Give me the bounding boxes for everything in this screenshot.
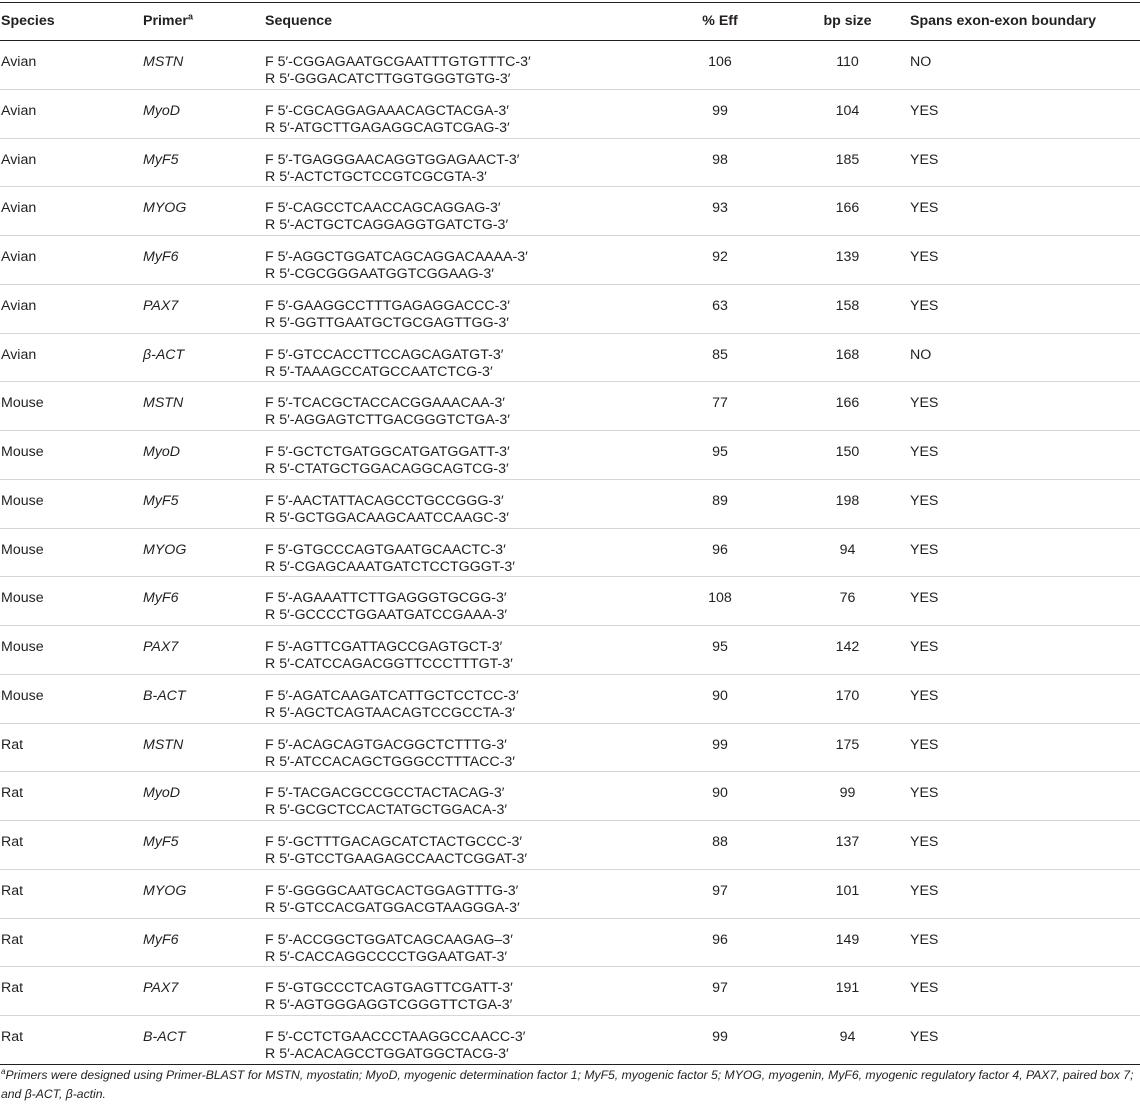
cell-spans-exon-boundary: YES [910, 869, 1140, 918]
table-row [0, 89, 1140, 138]
reverse-primer: R 5′-GCGCTCCACTATGCTGGACA-3′ [265, 802, 508, 819]
cell-bp-size: 142 [785, 626, 910, 675]
cell-sequence [265, 479, 655, 528]
table-footnote [1, 1066, 1137, 1104]
reverse-primer: R 5′-ACTCTGCTCCGTCGCGTA-3′ [265, 168, 487, 185]
cell-primer: MyF6 [143, 236, 265, 285]
cell-species: Mouse [0, 431, 143, 480]
cell-sequence [265, 918, 655, 967]
cell-primer: MYOG [143, 528, 265, 577]
cell-primer: β-ACT [143, 333, 265, 382]
cell-efficiency: 98 [655, 138, 785, 187]
forward-primer: F 5′-ACAGCAGTGACGGCTCTTTG-3′ [265, 736, 507, 753]
reverse-primer: R 5′-GGGACATCTTGGTGGGTGTG-3′ [265, 71, 511, 87]
forward-primer: F 5′-ACCGGCTGGATCAGCAAGAG–3′ [265, 931, 513, 948]
cell-bp-size: 166 [785, 382, 910, 431]
cell-species: Avian [0, 41, 143, 90]
cell-spans-exon-boundary: YES [910, 967, 1140, 1016]
footnote-marker: a [187, 11, 193, 22]
cell-bp-size: 99 [785, 772, 910, 821]
reverse-primer: R 5′-ATCCACAGCTGGGCCTTTACC-3′ [265, 753, 515, 770]
cell-species: Rat [0, 772, 143, 821]
reverse-primer: R 5′-AGGAGTCTTGACGGGTCTGA-3′ [265, 412, 510, 429]
cell-sequence [265, 382, 655, 431]
cell-species: Rat [0, 967, 143, 1016]
cell-sequence [265, 236, 655, 285]
cell-efficiency: 99 [655, 723, 785, 772]
cell-species: Rat [0, 723, 143, 772]
table-row [0, 869, 1140, 918]
cell-primer: MYOG [143, 869, 265, 918]
reverse-primer: R 5′-GTCCACGATGGACGTAAGGGA-3′ [265, 899, 520, 916]
reverse-primer: R 5′-GCCCCTGGAATGATCCGAAA-3′ [265, 607, 508, 624]
cell-species: Avian [0, 333, 143, 382]
cell-sequence [265, 821, 655, 870]
table-row [0, 187, 1140, 236]
cell-species: Rat [0, 918, 143, 967]
cell-efficiency: 95 [655, 431, 785, 480]
cell-bp-size: 191 [785, 967, 910, 1016]
cell-efficiency: 97 [655, 967, 785, 1016]
cell-sequence [265, 41, 655, 90]
forward-primer: F 5′-TCACGCTACCACGGAAACAA-3′ [265, 395, 505, 412]
reverse-primer: R 5′-CACCAGGCCCCTGGAATGAT-3′ [265, 948, 508, 965]
cell-bp-size: 185 [785, 138, 910, 187]
cell-sequence [265, 967, 655, 1016]
cell-sequence [265, 528, 655, 577]
table-row [0, 138, 1140, 187]
cell-species: Mouse [0, 479, 143, 528]
forward-primer: F 5′-TGAGGGAACAGGTGGAGAACT-3′ [265, 151, 520, 168]
table-row [0, 236, 1140, 285]
cell-bp-size: 94 [785, 528, 910, 577]
primer-table [0, 2, 1140, 1065]
cell-primer: B-ACT [143, 674, 265, 723]
cell-efficiency: 108 [655, 577, 785, 626]
reverse-primer: R 5′-AGTGGGAGGTCGGGTTCTGA-3′ [265, 997, 513, 1014]
forward-primer: F 5′-TACGACGCCGCCTACTACAG-3′ [265, 785, 505, 802]
table-row [0, 431, 1140, 480]
table-row [0, 772, 1140, 821]
forward-primer: F 5′-GCTTTGACAGCATCTACTGCCC-3′ [265, 834, 523, 850]
forward-primer: F 5′-AACTATTACAGCCTGCCGGG-3′ [265, 492, 504, 509]
table-row [0, 528, 1140, 577]
cell-primer: MSTN [143, 41, 265, 90]
cell-primer: MSTN [143, 723, 265, 772]
cell-spans-exon-boundary: YES [910, 1016, 1140, 1065]
cell-species: Mouse [0, 577, 143, 626]
cell-bp-size: 149 [785, 918, 910, 967]
table-row [0, 967, 1140, 1016]
cell-bp-size: 168 [785, 333, 910, 382]
cell-efficiency: 85 [655, 333, 785, 382]
cell-efficiency: 92 [655, 236, 785, 285]
cell-bp-size: 175 [785, 723, 910, 772]
cell-spans-exon-boundary: YES [910, 772, 1140, 821]
cell-bp-size: 110 [785, 41, 910, 90]
forward-primer: F 5′-AGATCAAGATCATTGCTCCTCC-3′ [265, 687, 519, 704]
cell-spans-exon-boundary: YES [910, 674, 1140, 723]
footnote-marker: a [1, 1066, 6, 1076]
cell-bp-size: 101 [785, 869, 910, 918]
cell-spans-exon-boundary: YES [910, 479, 1140, 528]
cell-species: Mouse [0, 382, 143, 431]
table-row [0, 821, 1140, 870]
reverse-primer: R 5′-CGAGCAAATGATCTCCTGGGT-3′ [265, 558, 515, 575]
cell-spans-exon-boundary: YES [910, 187, 1140, 236]
table-row [0, 723, 1140, 772]
cell-bp-size: 76 [785, 577, 910, 626]
cell-bp-size: 150 [785, 431, 910, 480]
cell-sequence [265, 333, 655, 382]
table-row [0, 333, 1140, 382]
table-row [0, 674, 1140, 723]
cell-bp-size: 94 [785, 1016, 910, 1065]
header-spans-exon-boundary: Spans exon-exon boundary [910, 3, 1140, 41]
cell-bp-size: 158 [785, 284, 910, 333]
cell-sequence [265, 284, 655, 333]
cell-sequence [265, 1016, 655, 1065]
cell-sequence [265, 187, 655, 236]
cell-species: Avian [0, 138, 143, 187]
cell-efficiency: 93 [655, 187, 785, 236]
cell-spans-exon-boundary: YES [910, 89, 1140, 138]
cell-species: Rat [0, 869, 143, 918]
cell-species: Avian [0, 89, 143, 138]
reverse-primer: R 5′-GTCCTGAAGAGCCAACTCGGAT-3′ [265, 851, 528, 867]
forward-primer: F 5′-CAGCCTCAACCAGCAGGAG-3′ [265, 200, 501, 217]
cell-primer: MYOG [143, 187, 265, 236]
table-row [0, 284, 1140, 333]
cell-spans-exon-boundary: YES [910, 723, 1140, 772]
footnote-text: Primers were designed using Primer-BLAST for MSTN, myostatin; MyoD, myogenic determination factor 1; MyF5, myogenic factor 5; MYOG, myogenin, MyF6, myogenic regulatory factor 4, PAX7, paired box 7; and β-ACT, β-actin. [1, 1068, 1134, 1101]
cell-spans-exon-boundary: YES [910, 284, 1140, 333]
cell-spans-exon-boundary: NO [910, 41, 1140, 90]
forward-primer: F 5′-AGTTCGATTAGCCGAGTGCT-3′ [265, 639, 503, 655]
cell-primer: MyF5 [143, 138, 265, 187]
reverse-primer: R 5′-ACACAGCCTGGATGGCTACG-3′ [265, 1046, 509, 1062]
cell-species: Avian [0, 236, 143, 285]
forward-primer: F 5′-GAAGGCCTTTGAGAGGACCC-3′ [265, 297, 510, 314]
cell-efficiency: 96 [655, 528, 785, 577]
reverse-primer: R 5′-CGCGGGAATGGTCGGAAG-3′ [265, 266, 494, 282]
forward-primer: F 5′-GTCCACCTTCCAGCAGATGT-3′ [265, 346, 504, 363]
table-row [0, 577, 1140, 626]
forward-primer: F 5′-AGAAATTCTTGAGGGTGCGG-3′ [265, 590, 507, 607]
cell-spans-exon-boundary: YES [910, 528, 1140, 577]
cell-sequence [265, 869, 655, 918]
table-body [0, 41, 1140, 1065]
table-header [0, 3, 1140, 41]
cell-species: Avian [0, 284, 143, 333]
cell-primer: PAX7 [143, 284, 265, 333]
cell-species: Rat [0, 1016, 143, 1065]
cell-efficiency: 90 [655, 674, 785, 723]
cell-species: Rat [0, 821, 143, 870]
cell-sequence [265, 431, 655, 480]
cell-efficiency: 96 [655, 918, 785, 967]
reverse-primer: R 5′-AGCTCAGTAACAGTCCGCCTA-3′ [265, 704, 515, 721]
cell-sequence [265, 772, 655, 821]
cell-spans-exon-boundary: YES [910, 918, 1140, 967]
forward-primer: F 5′-GTGCCCAGTGAATGCAACTC-3′ [265, 541, 506, 558]
cell-bp-size: 104 [785, 89, 910, 138]
reverse-primer: R 5′-GCTGGACAAGCAATCCAAGC-3′ [265, 509, 509, 526]
cell-species: Mouse [0, 626, 143, 675]
header-species: Species [0, 3, 143, 41]
cell-bp-size: 166 [785, 187, 910, 236]
cell-efficiency: 97 [655, 869, 785, 918]
forward-primer: F 5′-GTGCCCTCAGTGAGTTCGATT-3′ [265, 980, 513, 997]
cell-species: Mouse [0, 528, 143, 577]
cell-spans-exon-boundary: NO [910, 333, 1140, 382]
cell-efficiency: 90 [655, 772, 785, 821]
forward-primer: F 5′-CGCAGGAGAAACAGCTACGA-3′ [265, 102, 509, 119]
header-row [0, 3, 1140, 41]
cell-efficiency: 95 [655, 626, 785, 675]
cell-spans-exon-boundary: YES [910, 382, 1140, 431]
cell-efficiency: 99 [655, 1016, 785, 1065]
cell-efficiency: 88 [655, 821, 785, 870]
cell-efficiency: 99 [655, 89, 785, 138]
cell-primer: MSTN [143, 382, 265, 431]
cell-primer: MyoD [143, 431, 265, 480]
cell-primer: MyF6 [143, 577, 265, 626]
cell-efficiency: 77 [655, 382, 785, 431]
header-efficiency: % Eff [655, 3, 785, 41]
cell-spans-exon-boundary: YES [910, 236, 1140, 285]
cell-sequence [265, 577, 655, 626]
forward-primer: F 5′-GGGGCAATGCACTGGAGTTTG-3′ [265, 882, 519, 899]
forward-primer: F 5′-AGGCTGGATCAGCAGGACAAAA-3′ [265, 249, 528, 265]
table-row [0, 382, 1140, 431]
forward-primer: F 5′-CGGAGAATGCGAATTTGTGTTTC-3′ [265, 54, 531, 70]
cell-spans-exon-boundary: YES [910, 431, 1140, 480]
cell-bp-size: 139 [785, 236, 910, 285]
table-row [0, 1016, 1140, 1065]
cell-primer: MyoD [143, 89, 265, 138]
cell-sequence [265, 138, 655, 187]
cell-primer: MyF5 [143, 821, 265, 870]
cell-sequence [265, 723, 655, 772]
cell-bp-size: 170 [785, 674, 910, 723]
reverse-primer: R 5′-ATGCTTGAGAGGCAGTCGAG-3′ [265, 119, 510, 136]
table-row [0, 479, 1140, 528]
cell-primer: B-ACT [143, 1016, 265, 1065]
cell-primer: PAX7 [143, 626, 265, 675]
reverse-primer: R 5′-CATCCAGACGGTTCCCTTTGT-3′ [265, 656, 513, 672]
forward-primer: F 5′-CCTCTGAACCCTAAGGCCAACC-3′ [265, 1029, 526, 1045]
cell-bp-size: 198 [785, 479, 910, 528]
reverse-primer: R 5′-CTATGCTGGACAGGCAGTCG-3′ [265, 461, 509, 477]
table-row [0, 41, 1140, 90]
cell-spans-exon-boundary: YES [910, 577, 1140, 626]
table-row [0, 918, 1140, 967]
cell-primer: PAX7 [143, 967, 265, 1016]
cell-efficiency: 89 [655, 479, 785, 528]
cell-spans-exon-boundary: YES [910, 138, 1140, 187]
cell-spans-exon-boundary: YES [910, 626, 1140, 675]
cell-sequence [265, 89, 655, 138]
cell-primer: MyF5 [143, 479, 265, 528]
table-row [0, 626, 1140, 675]
cell-primer: MyF6 [143, 918, 265, 967]
forward-primer: F 5′-GCTCTGATGGCATGATGGATT-3′ [265, 444, 510, 460]
cell-sequence [265, 626, 655, 675]
cell-efficiency: 63 [655, 284, 785, 333]
reverse-primer: R 5′-TAAAGCCATGCCAATCTCG-3′ [265, 363, 493, 380]
cell-spans-exon-boundary: YES [910, 821, 1140, 870]
cell-sequence [265, 674, 655, 723]
cell-species: Avian [0, 187, 143, 236]
cell-bp-size: 137 [785, 821, 910, 870]
header-sequence: Sequence [265, 3, 655, 41]
cell-primer: MyoD [143, 772, 265, 821]
header-bp-size: bp size [785, 3, 910, 41]
reverse-primer: R 5′-ACTGCTCAGGAGGTGATCTG-3′ [265, 217, 509, 234]
cell-species: Mouse [0, 674, 143, 723]
header-primer: Primer$^a$ [143, 3, 265, 41]
cell-efficiency: 106 [655, 41, 785, 90]
reverse-primer: R 5′-GGTTGAATGCTGCGAGTTGG-3′ [265, 314, 509, 331]
